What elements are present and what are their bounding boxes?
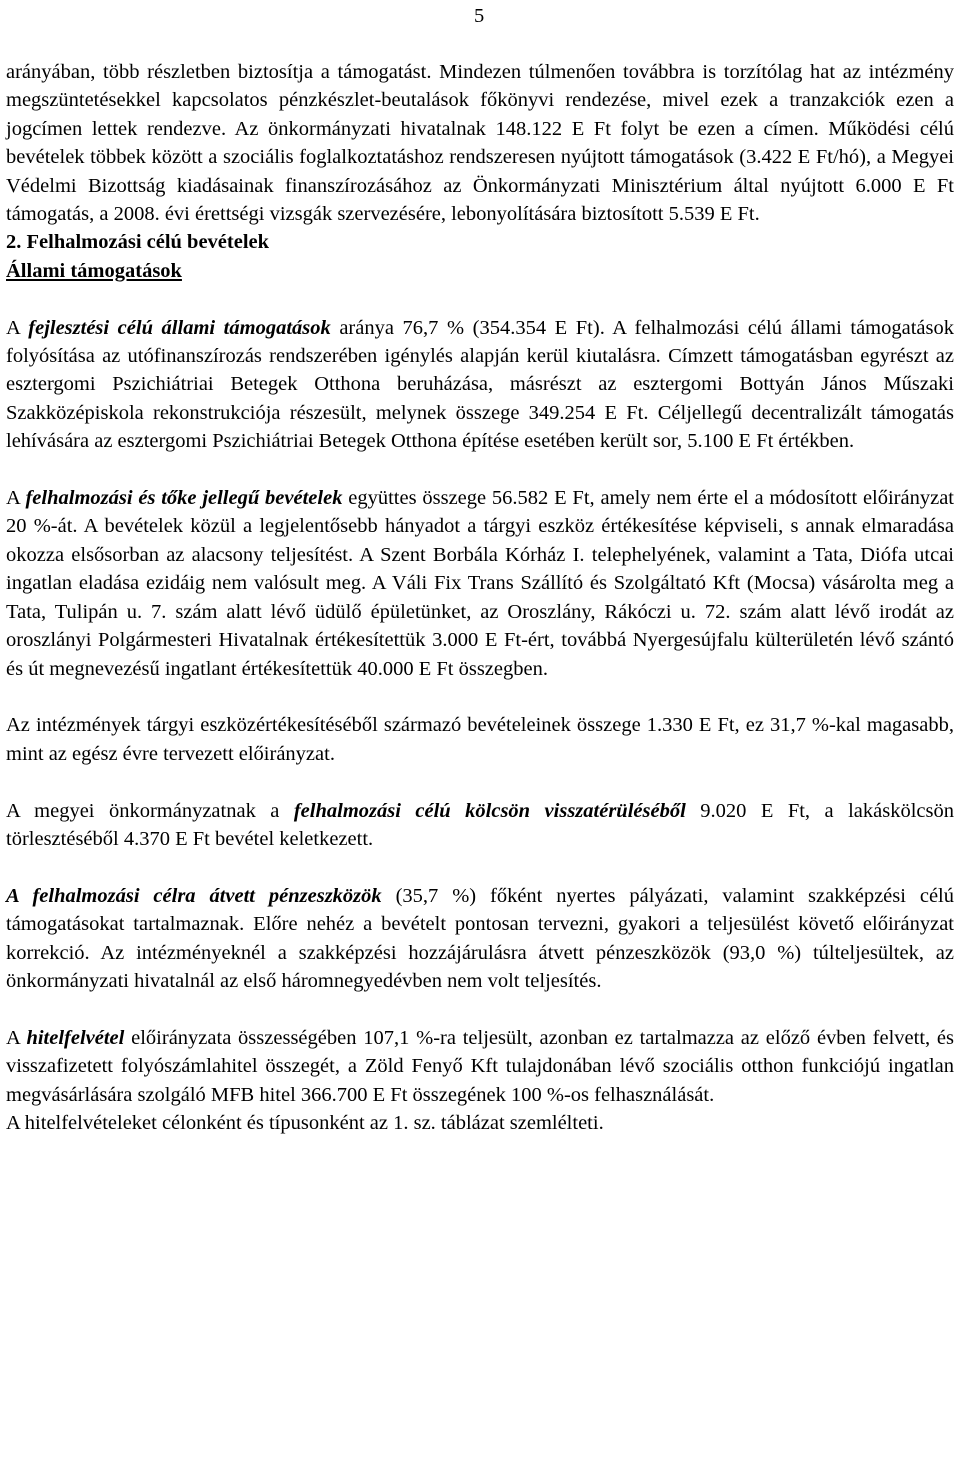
page-number: 5 (474, 5, 485, 27)
paragraph-text: Az intézmények tárgyi eszközértékesítéséből származó bevételeinek összege 1.330 E Ft, ez 31,7 %-kal magasabb, mint az egész évre tervezett előirányzat. (6, 714, 954, 765)
section-heading-capital-revenues: 2. Felhalmozási célú bevételek (6, 231, 270, 254)
paragraph-table-reference (6, 1109, 954, 1137)
paragraph-development-subsidies (6, 314, 954, 456)
emphasis-term: felhalmozási és tőke jellegű bevételek (25, 487, 343, 510)
paragraph-text: aránya 76,7 % (354.354 E Ft). A felhalmozási célú állami támogatások folyósítása az utófinanszírozás rendszerében igénylés alapján kerül kiutalásra. Címzett támogatásban egyrészt az esztergomi Pszichiátriai Betegek Otthona beruházása, másrészt az esztergomi Bottyán János Műszaki Szakközépiskola rekonstrukciója részesült, melynek összege 349.254 E Ft. Céljellegű decentralizált támogatás lehívására az esztergomi Pszichiátriai Betegek Otthona építése esetében került sor, 5.100 E Ft értékben. (6, 316, 954, 453)
paragraph-text: A hitelfelvételeket célonként és típusonként az 1. sz. táblázat szemlélteti. (6, 1111, 604, 1134)
emphasis-term: fejlesztési célú állami támogatások (28, 316, 331, 339)
paragraph-transferred-funds (6, 882, 954, 996)
paragraph-borrowing (6, 1024, 954, 1109)
paragraph-text: előirányzata összességében 107,1 %-ra teljesült, azonban ez tartalmazza az előző évben felvett, és visszafizetett folyószámlahitel összegét, a Zöld Fenyő Kft tulajdonában lévő szociális otthon funkciójú ingatlan megvásárlására szolgáló MFB hitel 366.700 E Ft összegének 100 %-os felhasználását. (6, 1026, 954, 1106)
paragraph-text: A megyei önkormányzatnak a (6, 799, 294, 822)
emphasis-term: A felhalmozási célra átvett pénzeszközök (6, 884, 382, 907)
paragraph-text: A (6, 1026, 27, 1049)
paragraph-capital-revenues (6, 484, 954, 683)
paragraph-text: arányában, több részletben biztosítja a támogatást. Mindezen túlmenően továbbra is torzítólag hat az intézmény megszüntetésekkel kapcsolatos pénzkészlet-beutalások főkönyvi rendezése, mivel ezek a tranzakciók ezen a jogcímen lettek rendezve. Az önkormányzati hivatalnak 148.122 E Ft folyt be ezen a címen. Működési célú bevételek többek között a szociális foglalkoztatáshoz rendszeresen nyújtott támogatások (3.422 E Ft/hó), a Megyei Védelmi Bizottság kiadásainak finanszírozásához az Önkormányzati Minisztérium által nyújtott 6.000 E Ft támogatás, a 2008. évi érettségi vizsgák szervezésére, lebonyolítására biztosított 5.539 E Ft. (6, 61, 954, 226)
paragraph-text: együttes összege 56.582 E Ft, amely nem érte el a módosított előirányzat 20 %-át. A bevételek közül a legjelentősebb hányadot a tárgyi eszköz értékesítése képviseli, s annak elmaradása okozza elsősorban az alacsony teljesítést. A Szent Borbála Kórház I. telephelyének, valamint a Tata, Diófa utcai ingatlan eladása ezidáig nem valósult meg. A Váli Fix Trans Szállító és Szolgáltató Kft (Mocsa) vásárolta meg a Tata, Tulipán u. 7. szám alatt lévő üdülő épületünket, az Oroszlány, Rákóczi u. 72. szám alatt lévő irodát az oroszlányi Polgármesteri Hivatalnak értékesítettük 3.000 E Ft-ért, továbbá Nyergesújfalu külterületén lévő szántó és út megnevezésű ingatlant értékesítettük 40.000 E Ft összegben. (6, 487, 954, 680)
paragraph-asset-sales (6, 711, 954, 768)
paragraph-loan-repayment (6, 797, 954, 854)
subsection-heading-state-subsidies: Állami támogatások (6, 259, 182, 282)
paragraph-text: A (6, 316, 29, 339)
emphasis-term: felhalmozási célú kölcsön visszatérüléséből (293, 799, 686, 822)
paragraph-text: A (6, 487, 26, 510)
paragraph-text: 9.020 E Ft, a lakáskölcsön törlesztéséből 4.370 E Ft bevétel keletkezett. (6, 799, 954, 850)
emphasis-term: hitelfelvétel (26, 1026, 125, 1049)
paragraph-operating-revenues (6, 58, 954, 228)
paragraph-text: (35,7 %) főként nyertes pályázati, valamint szakképzési célú támogatásokat tartalmaznak. Előre nehéz a bevételt pontosan tervezni, gyakori a teljesülést követő előirányzat korrekció. Az intézményeknél a szakképzési hozzájárulásra átvett pénzeszközök (93,0 %) túlteljesültek, az önkormányzati hivatalnál az első háromnegyedévben nem volt teljesítés. (6, 884, 954, 992)
